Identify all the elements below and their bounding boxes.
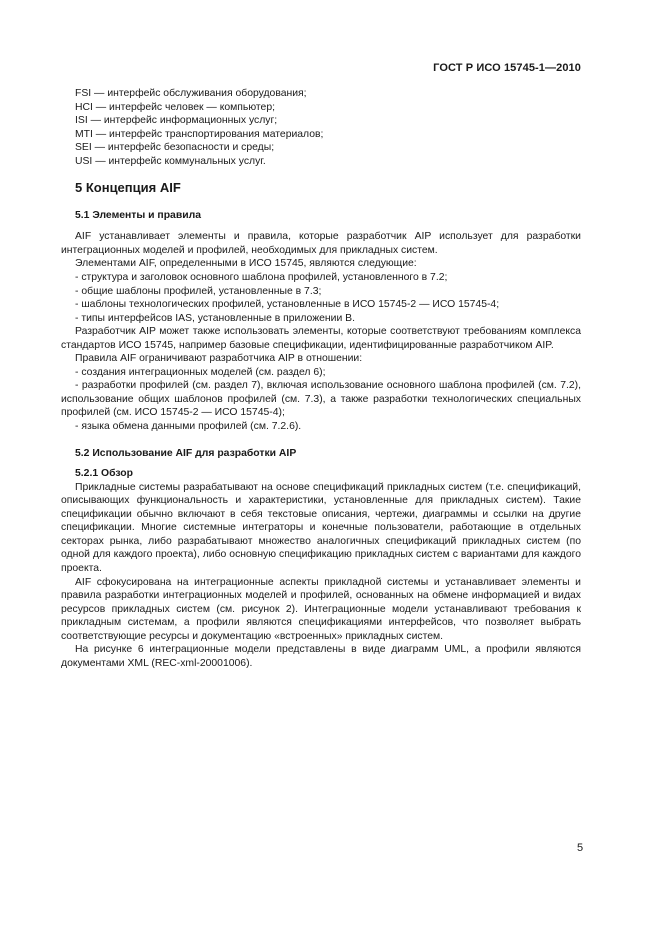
paragraph: Прикладные системы разрабатывают на основе спецификаций прикладных систем (т.е. спецификаций, описывающих функциональность и характеристики, установленные для прикладных систем). Такие спецификации обычно включают в себя текстовые описания, чертежи, диаграммы и ссылки на другие спецификации. Многие системные интеграторы и конечные пользователи, работающие в отдельных секторах рынка, либо разрабатывают множество аналогичных спецификаций прикладных систем (по одной для каждого проекта), либо основную спецификацию прикладных систем с вариантами для каждого проекта. [61, 481, 581, 574]
abbreviations-list [61, 87, 581, 168]
abbreviation-item: SEI — интерфейс безопасности и среды; [75, 142, 275, 154]
page-number: 5 [577, 842, 584, 854]
abbreviation-item: MTI — интерфейс транспортирования материалов; [75, 128, 324, 140]
section-5-2-1-title: 5.2.1 Обзор [75, 468, 133, 480]
section-5-2-title: 5.2 Использование AIF для разработки AIP [75, 447, 297, 459]
paragraph: Разработчик AIP может также использовать элементы, которые соответствуют требованиям комплекса стандартов ИСО 15745, например базовые спецификации, идентифицированные разработчиком AIP. [61, 326, 581, 351]
abbreviation-item: ISI — интерфейс информационных услуг; [75, 115, 278, 127]
paragraph: На рисунке 6 интеграционные модели представлены в виде диаграмм UML, а профили являются документами XML (REC-xml-20001006). [61, 644, 581, 669]
abbreviation-item: HCI — интерфейс человек — компьютер; [75, 101, 275, 113]
paragraph: Правила AIF ограничивают разработчика AIP в отношении: [75, 353, 363, 365]
abbreviation-item: FSI — интерфейс обслуживания оборудования; [75, 88, 307, 99]
list-item: - структура и заголовок основного шаблона профилей, установленного в 7.2; [75, 272, 448, 284]
document-header: ГОСТ Р ИСО 15745-1—2010 [433, 62, 581, 74]
abbreviation-item: USI — интерфейс коммунальных услуг. [75, 155, 266, 167]
section-5-1-title: 5.1 Элементы и правила [75, 209, 201, 221]
list-item: - шаблоны технологических профилей, установленные в ИСО 15745-2 — ИСО 15745-4; [75, 299, 500, 311]
list-item: - общие шаблоны профилей, установленные в 7.3; [75, 285, 322, 297]
paragraph: Элементами AIF, определенными в ИСО 15745, являются следующие: [75, 258, 417, 270]
list-item: - разработки профилей (см. раздел 7), включая использование основного шаблона профилей (см. 7.2), использование общих шаблонов профилей (см. 7.3), а также разработки технологических специальных профилей (см. ИСО 15745-2 — ИСО 15745-4); [61, 380, 581, 419]
section-5-title: 5 Концепция AIF [75, 180, 181, 196]
list-item: - языка обмена данными профилей (см. 7.2.6). [75, 421, 302, 433]
list-item: - типы интерфейсов IAS, установленные в приложении B. [75, 312, 355, 324]
paragraph: AIF устанавливает элементы и правила, которые разработчик AIP использует для разработки интеграционных моделей и профилей, необходимых для прикладных систем. [61, 231, 581, 256]
list-item: - создания интеграционных моделей (см. раздел 6); [75, 366, 326, 378]
document-body [61, 87, 581, 670]
paragraph: AIF сфокусирована на интеграционные аспекты прикладной системы и устанавливает элементы и правила разработки интеграционных моделей и профилей, основанных на обмене информацией и видах ресурсов прикладных систем (см. рисунок 2). Интеграционные модели устанавливают требования к прикладным системам, а профили являются спецификациями интерфейсов, что позволяет выбрать соответствующие ресурсы и документацию «встроенных» прикладных систем. [61, 576, 581, 642]
